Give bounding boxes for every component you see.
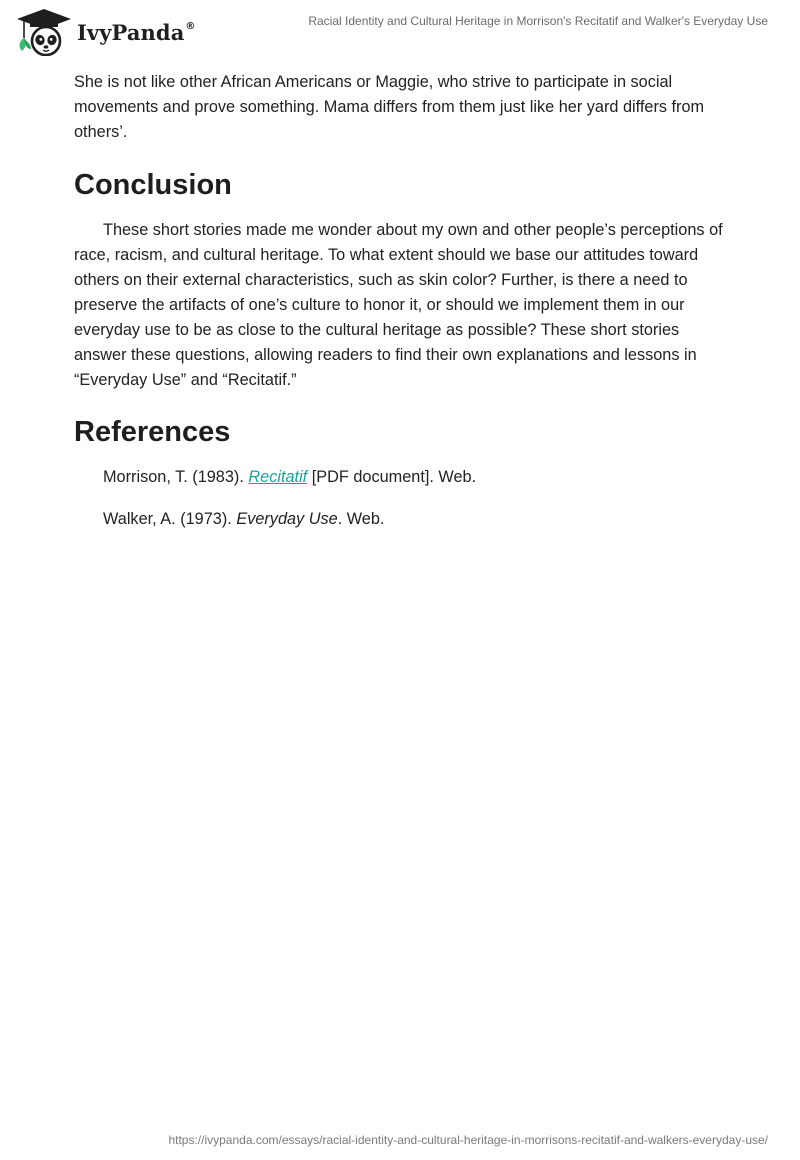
- ivypanda-logo[interactable]: [16, 8, 196, 56]
- brand-name: IvyPanda®: [77, 19, 196, 45]
- reference-prefix: Morrison, T. (1983).: [103, 468, 249, 486]
- reference-suffix: [PDF document]. Web.: [307, 468, 477, 486]
- essay-content: [74, 70, 726, 532]
- footer-url[interactable]: https://ivypanda.com/essays/racial-identity-and-cultural-heritage-in-morrisons-recitatif-and-walkers-everyday-use/: [168, 1133, 768, 1147]
- reference-item-morrison: [74, 465, 726, 490]
- conclusion-paragraph: These short stories made me wonder about my own and other people’s perceptions of race, racism, and cultural heritage. To what extent should we base our attitudes toward others on their external characteristics, such as skin color? Further, is there a need to preserve the artifacts of one’s culture to honor it, or should we implement them in our everyday use to be as close to the cultural heritage as possible? These short stories answer these questions, allowing readers to find their own explanations and lessons in “Everyday Use” and “Recitatif.”: [74, 221, 723, 389]
- page-header: [0, 0, 800, 60]
- reference-item-walker: [74, 507, 726, 532]
- reference-link-recitatif[interactable]: Recitatif: [248, 468, 308, 486]
- reference-prefix: Walker, A. (1973).: [103, 510, 237, 528]
- body-paragraph: She is not like other African Americans or Maggie, who strive to participate in social movements and prove something. Mama differs from them just like her yard differs from others’.: [74, 73, 705, 141]
- panda-graduate-icon: [16, 8, 72, 56]
- references-heading: References: [74, 416, 231, 448]
- reference-title: Everyday Use: [236, 510, 338, 528]
- reference-suffix: . Web.: [337, 510, 385, 528]
- running-title: Racial Identity and Cultural Heritage in Morrison's Recitatif and Walker's Everyday Use: [308, 14, 768, 28]
- registered-mark: ®: [185, 20, 196, 32]
- conclusion-heading: Conclusion: [74, 169, 232, 201]
